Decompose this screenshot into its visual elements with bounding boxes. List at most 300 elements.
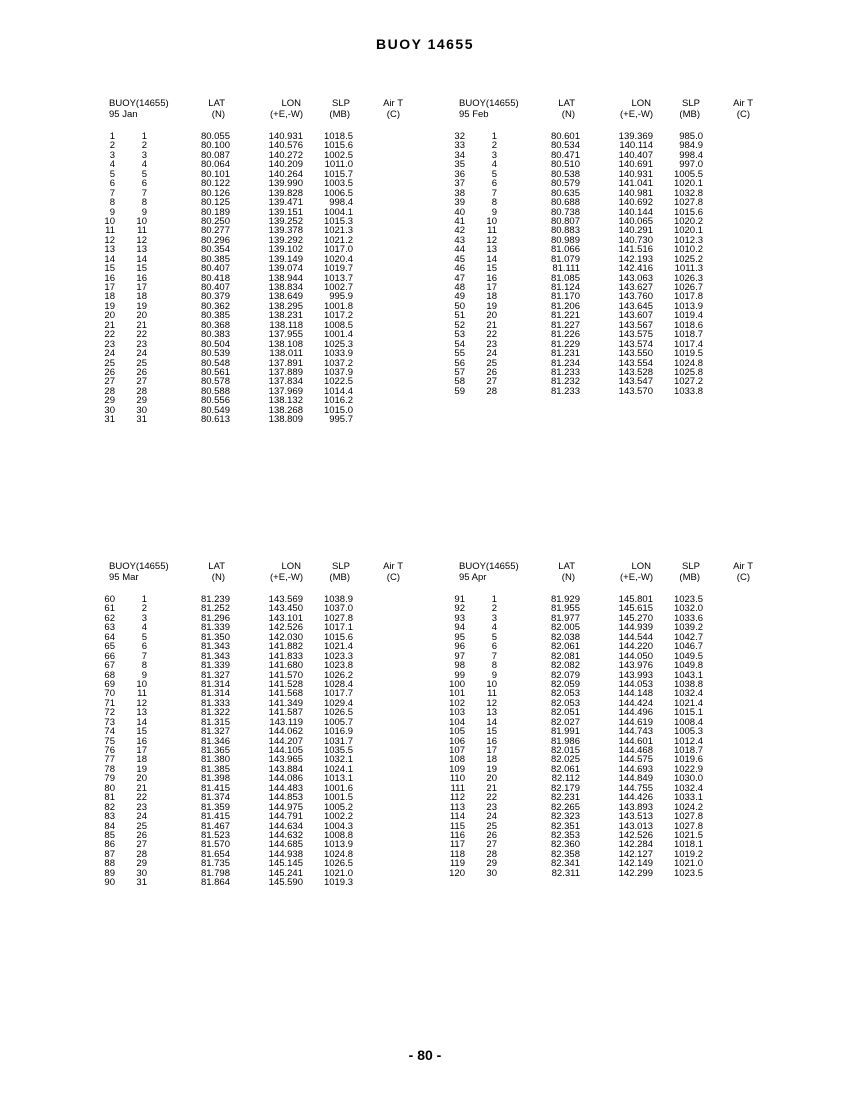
lat-cell: 82.353 — [550, 829, 580, 841]
lat-cell: 80.087 — [200, 149, 230, 161]
record-number-cell: 111 — [450, 782, 465, 794]
lat-cell: 82.311 — [551, 867, 580, 879]
day-cell: 25 — [136, 357, 147, 369]
lat-cell: 81.955 — [550, 603, 580, 615]
slp-cell: 1026.5 — [323, 858, 353, 870]
table-row — [453, 179, 753, 188]
day-cell: 6 — [141, 641, 147, 653]
day-cell: 9 — [491, 206, 497, 218]
record-number-cell: 48 — [454, 282, 465, 293]
slp-cell: 1002.2 — [323, 811, 353, 823]
table-row — [453, 283, 753, 292]
lat-cell: 81.079 — [550, 253, 580, 265]
lon-cell: 141.570 — [268, 669, 303, 681]
slp-cell: 1024.1 — [323, 763, 353, 775]
lon-cell: 144.148 — [618, 688, 653, 700]
lon-cell: 142.526 — [618, 829, 653, 841]
record-number-cell: 55 — [454, 348, 465, 360]
day-cell: 23 — [486, 801, 497, 813]
slp-cell: 1005.2 — [323, 801, 353, 813]
lon-cell: 144.424 — [618, 697, 653, 709]
day-cell: 27 — [136, 839, 147, 851]
table-row — [103, 340, 403, 349]
lat-cell: 82.179 — [550, 782, 580, 794]
lon-cell: 144.105 — [268, 745, 303, 756]
slp-cell: 1027.8 — [323, 612, 353, 624]
day-cell: 28 — [136, 848, 147, 860]
header-lon: LON — [631, 561, 651, 572]
day-cell: 29 — [486, 858, 497, 870]
table-body — [103, 595, 403, 888]
lat-cell: 80.385 — [200, 253, 230, 265]
lat-cell: 81.467 — [200, 820, 230, 832]
lon-cell: 139.471 — [268, 197, 303, 209]
day-cell: 23 — [136, 338, 147, 350]
table-row — [453, 349, 753, 358]
slp-cell: 1010.2 — [673, 244, 703, 256]
lat-cell: 81.296 — [200, 612, 230, 624]
slp-cell: 1049.8 — [673, 660, 703, 672]
day-cell: 8 — [491, 197, 497, 209]
slp-cell: 1006.5 — [323, 187, 353, 199]
lon-cell: 139.102 — [268, 244, 303, 256]
lat-cell: 80.064 — [200, 159, 230, 171]
record-number-cell: 74 — [104, 726, 115, 738]
day-cell: 24 — [136, 348, 147, 360]
lat-cell: 82.360 — [550, 839, 580, 851]
lon-cell: 143.575 — [618, 329, 653, 341]
header-slp-unit: (MB) — [679, 572, 700, 583]
record-number-cell: 38 — [454, 187, 465, 199]
day-cell: 15 — [136, 726, 147, 738]
table-body — [103, 132, 403, 425]
lat-cell: 80.561 — [200, 366, 230, 378]
record-number-cell: 104 — [449, 716, 465, 728]
lat-cell: 81.346 — [200, 735, 230, 747]
lon-cell: 141.349 — [268, 697, 303, 709]
slp-cell: 1021.4 — [323, 641, 353, 653]
slp-cell: 1031.7 — [323, 735, 353, 747]
slp-cell: 1017.7 — [323, 688, 353, 700]
day-cell: 30 — [486, 867, 497, 879]
lat-cell: 81.229 — [550, 338, 580, 350]
table-row — [103, 141, 403, 150]
header-lat: LAT — [558, 98, 575, 109]
table-row — [449, 848, 753, 860]
slp-cell: 1011.3 — [674, 263, 703, 275]
slp-cell: 1037.9 — [323, 366, 353, 378]
day-cell: 27 — [486, 839, 497, 851]
slp-cell: 1023.3 — [323, 650, 353, 662]
record-number-cell: 110 — [449, 773, 465, 785]
day-cell: 8 — [141, 660, 147, 672]
slp-cell: 1018.7 — [673, 745, 703, 756]
lat-cell: 82.341 — [550, 858, 580, 870]
header-airt-unit: (C) — [386, 572, 400, 583]
lat-cell: 80.379 — [200, 291, 230, 303]
record-number-cell: 103 — [449, 707, 465, 719]
record-number-cell: 25 — [104, 357, 115, 369]
record-number-cell: 37 — [454, 178, 465, 190]
lon-cell: 144.632 — [268, 829, 303, 841]
lon-cell: 138.011 — [269, 348, 303, 360]
lon-cell: 145.801 — [618, 594, 653, 605]
record-number-cell: 47 — [454, 272, 465, 284]
record-number-cell: 115 — [449, 820, 465, 832]
record-number-cell: 14 — [104, 253, 115, 265]
slp-cell: 1003.5 — [323, 178, 353, 190]
table-row — [103, 784, 403, 793]
day-cell: 9 — [141, 669, 147, 681]
lon-cell: 142.526 — [268, 622, 303, 634]
day-cell: 12 — [486, 697, 497, 709]
record-number-cell: 20 — [104, 310, 115, 322]
lon-cell: 143.965 — [268, 754, 303, 766]
table-row — [453, 623, 753, 632]
lat-cell: 80.556 — [200, 395, 230, 407]
slp-cell: 1021.0 — [323, 867, 353, 879]
lon-cell: 140.065 — [618, 215, 653, 227]
lat-cell: 80.538 — [550, 168, 580, 180]
lon-cell: 141.882 — [268, 641, 303, 653]
slp-cell: 1019.7 — [323, 263, 353, 275]
record-number-cell: 97 — [454, 650, 465, 662]
record-number-cell: 75 — [104, 735, 115, 747]
table-row — [449, 745, 753, 756]
record-number-cell: 49 — [454, 291, 465, 303]
record-number-cell: 53 — [454, 329, 465, 341]
day-cell: 1 — [491, 594, 497, 605]
record-number-cell: 24 — [104, 348, 115, 360]
page-number: - 80 - — [408, 1047, 442, 1063]
lat-cell: 81.365 — [200, 745, 230, 756]
day-cell: 23 — [136, 801, 147, 813]
day-cell: 11 — [137, 688, 147, 700]
lon-cell: 144.496 — [618, 707, 653, 719]
lon-cell: 143.513 — [618, 811, 653, 823]
day-cell: 5 — [491, 168, 497, 180]
table-row — [103, 595, 403, 604]
lon-cell: 140.576 — [268, 140, 303, 152]
lat-cell: 82.081 — [550, 650, 580, 662]
day-cell: 14 — [136, 253, 147, 265]
day-cell: 18 — [486, 754, 497, 766]
header-slp-unit: (MB) — [679, 109, 700, 120]
record-number-cell: 46 — [454, 263, 465, 275]
record-number-cell: 94 — [454, 622, 465, 634]
slp-cell: 1008.5 — [323, 319, 353, 331]
lon-cell: 144.468 — [618, 745, 653, 756]
lon-cell: 143.574 — [618, 338, 653, 350]
header-lon: LON — [631, 98, 651, 109]
lat-cell: 81.233 — [550, 385, 580, 397]
record-number-cell: 119 — [449, 858, 465, 870]
day-cell: 16 — [136, 735, 147, 747]
day-cell: 19 — [486, 763, 497, 775]
lat-cell: 81.654 — [200, 848, 230, 860]
day-cell: 9 — [141, 206, 147, 218]
lat-cell: 80.385 — [200, 310, 230, 322]
header-buoy: BUOY(14655) — [109, 98, 169, 109]
lat-cell: 82.053 — [550, 688, 580, 700]
lat-cell: 81.570 — [200, 839, 230, 851]
table-row — [449, 858, 753, 870]
slp-cell: 1016.2 — [323, 395, 353, 407]
day-cell: 6 — [141, 178, 147, 190]
table-row — [103, 680, 403, 689]
lat-cell: 82.079 — [550, 669, 580, 681]
table-row — [103, 737, 403, 746]
day-cell: 7 — [491, 650, 497, 662]
slp-cell: 1037.0 — [323, 603, 353, 615]
record-number-cell: 2 — [109, 140, 115, 152]
header-lat-unit: (N) — [211, 109, 225, 120]
lat-cell: 81.327 — [200, 726, 230, 738]
lon-cell: 144.685 — [268, 839, 303, 851]
record-number-cell: 43 — [454, 234, 465, 246]
slp-cell: 995.9 — [329, 291, 353, 303]
lon-cell: 144.544 — [618, 631, 653, 643]
lon-cell: 144.693 — [618, 763, 653, 775]
table-row — [453, 189, 753, 198]
day-cell: 27 — [486, 376, 497, 388]
lat-cell: 81.206 — [550, 300, 580, 312]
day-cell: 7 — [491, 187, 497, 199]
record-number-cell: 39 — [454, 197, 465, 209]
record-number-cell: 118 — [449, 848, 465, 860]
slp-cell: 1021.0 — [673, 858, 703, 870]
day-cell: 31 — [136, 877, 147, 889]
record-number-cell: 7 — [109, 187, 115, 199]
table-row — [453, 595, 753, 604]
day-cell: 22 — [486, 329, 497, 341]
table-row — [103, 321, 403, 330]
lon-cell: 140.209 — [268, 159, 303, 171]
slp-cell: 1019.6 — [673, 754, 703, 766]
lat-cell: 80.277 — [200, 225, 230, 237]
slp-cell: 1015.0 — [323, 404, 353, 416]
slp-cell: 1022.5 — [323, 376, 353, 388]
lat-cell: 81.314 — [200, 678, 230, 690]
table-row — [103, 160, 403, 169]
lat-cell: 80.125 — [200, 197, 230, 209]
record-number-cell: 6 — [109, 178, 115, 190]
lon-cell: 138.132 — [268, 395, 303, 407]
day-cell: 21 — [136, 319, 147, 331]
slp-cell: 1001.6 — [323, 782, 353, 794]
table-row — [453, 274, 753, 283]
slp-cell: 1032.4 — [673, 782, 703, 794]
day-cell: 10 — [486, 215, 497, 227]
lon-cell: 142.149 — [618, 858, 653, 870]
slp-cell: 1002.5 — [323, 149, 353, 161]
slp-cell: 1023.8 — [323, 660, 353, 672]
header-slp: SLP — [682, 561, 700, 572]
record-number-cell: 40 — [454, 206, 465, 218]
slp-cell: 1002.7 — [323, 282, 353, 293]
lat-cell: 80.578 — [200, 376, 230, 388]
lon-cell: 139.369 — [618, 131, 653, 142]
table-row — [449, 839, 753, 851]
table-row — [103, 189, 403, 198]
lat-cell: 80.883 — [550, 225, 580, 237]
lon-cell: 138.108 — [268, 338, 303, 350]
record-number-cell: 11 — [105, 225, 115, 237]
slp-cell: 1029.4 — [323, 697, 353, 709]
record-number-cell: 28 — [104, 385, 115, 397]
slp-cell: 1043.1 — [673, 669, 703, 681]
table-row — [103, 151, 403, 160]
table-row — [103, 793, 403, 802]
table-row — [449, 820, 753, 832]
header-buoy: BUOY(14655) — [459, 561, 519, 572]
day-cell: 25 — [486, 820, 497, 832]
table-block-jan — [103, 98, 403, 426]
lat-cell: 82.061 — [550, 641, 580, 653]
slp-cell: 1033.1 — [673, 792, 703, 804]
record-number-cell: 29 — [104, 395, 115, 407]
lon-cell: 140.691 — [618, 159, 653, 171]
lon-cell: 143.550 — [618, 348, 653, 360]
lon-cell: 142.284 — [618, 839, 653, 851]
day-cell: 17 — [486, 745, 497, 756]
lat-cell: 80.510 — [550, 159, 580, 171]
slp-cell: 998.4 — [679, 149, 703, 161]
day-cell: 22 — [486, 792, 497, 804]
day-cell: 27 — [136, 376, 147, 388]
lat-cell: 82.358 — [550, 848, 580, 860]
lon-cell: 144.483 — [268, 782, 303, 794]
lat-cell: 81.322 — [200, 707, 230, 719]
record-number-cell: 96 — [454, 641, 465, 653]
page-title: BUOY 14655 — [375, 36, 474, 52]
lat-cell: 81.380 — [200, 754, 230, 766]
slp-cell: 1039.2 — [673, 622, 703, 634]
lon-cell: 145.615 — [618, 603, 653, 615]
slp-cell: 1026.3 — [673, 272, 703, 284]
lon-cell: 140.272 — [268, 149, 303, 161]
table-row — [103, 708, 403, 717]
record-number-cell: 30 — [104, 404, 115, 416]
day-cell: 11 — [137, 225, 147, 237]
lat-cell: 80.471 — [550, 149, 580, 161]
table-row — [453, 226, 753, 235]
lon-cell: 140.692 — [618, 197, 653, 209]
table-row — [103, 803, 403, 812]
table-row — [453, 151, 753, 160]
table-row — [103, 283, 403, 292]
slp-cell: 1018.7 — [673, 329, 703, 341]
slp-cell: 1032.0 — [673, 603, 703, 615]
day-cell: 26 — [486, 366, 497, 378]
slp-cell: 1020.4 — [323, 253, 353, 265]
lat-cell: 82.061 — [550, 763, 580, 775]
slp-cell: 1032.1 — [323, 754, 353, 766]
lat-cell: 80.579 — [550, 178, 580, 190]
table-row — [103, 812, 403, 821]
lat-cell: 81.124 — [550, 282, 580, 293]
record-number-cell: 61 — [104, 603, 115, 615]
lon-cell: 144.575 — [618, 754, 653, 766]
table-row — [453, 642, 753, 651]
table-row — [453, 141, 753, 150]
table-row — [103, 255, 403, 264]
header-lon-unit: (+E,-W) — [270, 109, 303, 120]
table-body — [453, 132, 753, 396]
lat-cell: 80.189 — [200, 206, 230, 218]
lat-cell: 82.051 — [550, 707, 580, 719]
record-number-cell: 64 — [104, 631, 115, 643]
day-cell: 16 — [136, 272, 147, 284]
lon-cell: 143.607 — [618, 310, 653, 322]
day-cell: 12 — [136, 697, 147, 709]
slp-cell: 1017.1 — [323, 622, 353, 634]
lat-cell: 81.343 — [200, 650, 230, 662]
day-cell: 26 — [486, 829, 497, 841]
day-cell: 1 — [141, 131, 147, 142]
record-number-cell: 32 — [454, 131, 465, 142]
lat-cell: 82.082 — [550, 660, 580, 672]
lat-cell: 81.314 — [200, 688, 230, 700]
table-row — [103, 859, 403, 868]
lat-cell: 80.250 — [200, 215, 230, 227]
lat-cell: 80.989 — [550, 234, 580, 246]
lon-cell: 140.730 — [618, 234, 653, 246]
lat-cell: 80.613 — [200, 414, 230, 426]
lat-cell: 81.523 — [200, 829, 230, 841]
day-cell: 23 — [486, 338, 497, 350]
record-number-cell: 87 — [104, 848, 115, 860]
table-header — [103, 98, 403, 122]
lon-cell: 138.118 — [269, 319, 303, 331]
day-cell: 20 — [136, 773, 147, 785]
record-number-cell: 34 — [454, 149, 465, 161]
record-number-cell: 17 — [104, 282, 115, 293]
lat-cell: 81.226 — [550, 329, 580, 341]
table-row — [103, 302, 403, 311]
record-number-cell: 59 — [454, 385, 465, 397]
day-cell: 17 — [136, 282, 147, 293]
day-cell: 5 — [141, 631, 147, 643]
table-row — [103, 170, 403, 179]
table-row — [453, 217, 753, 226]
record-number-cell: 52 — [454, 319, 465, 331]
table-row — [453, 633, 753, 642]
lat-cell: 81.339 — [200, 622, 230, 634]
lon-cell: 137.969 — [268, 385, 303, 397]
table-row — [453, 330, 753, 339]
table-row — [103, 330, 403, 339]
lat-cell: 81.359 — [200, 801, 230, 813]
header-buoy: BUOY(14655) — [459, 98, 519, 109]
record-number-cell: 51 — [454, 310, 465, 322]
table-row — [453, 302, 753, 311]
slp-cell: 1028.4 — [323, 678, 353, 690]
record-number-cell: 54 — [454, 338, 465, 350]
slp-cell: 1023.5 — [673, 867, 703, 879]
day-cell: 18 — [136, 754, 147, 766]
record-number-cell: 84 — [104, 820, 115, 832]
lat-cell: 81.343 — [200, 641, 230, 653]
lon-cell: 143.554 — [618, 357, 653, 369]
lat-cell: 81.232 — [550, 376, 580, 388]
header-airt: Air T — [733, 98, 753, 109]
table-row — [449, 716, 753, 728]
table-row — [449, 726, 753, 738]
lon-cell: 141.680 — [268, 660, 303, 672]
day-cell: 15 — [486, 726, 497, 738]
day-cell: 9 — [491, 669, 497, 681]
